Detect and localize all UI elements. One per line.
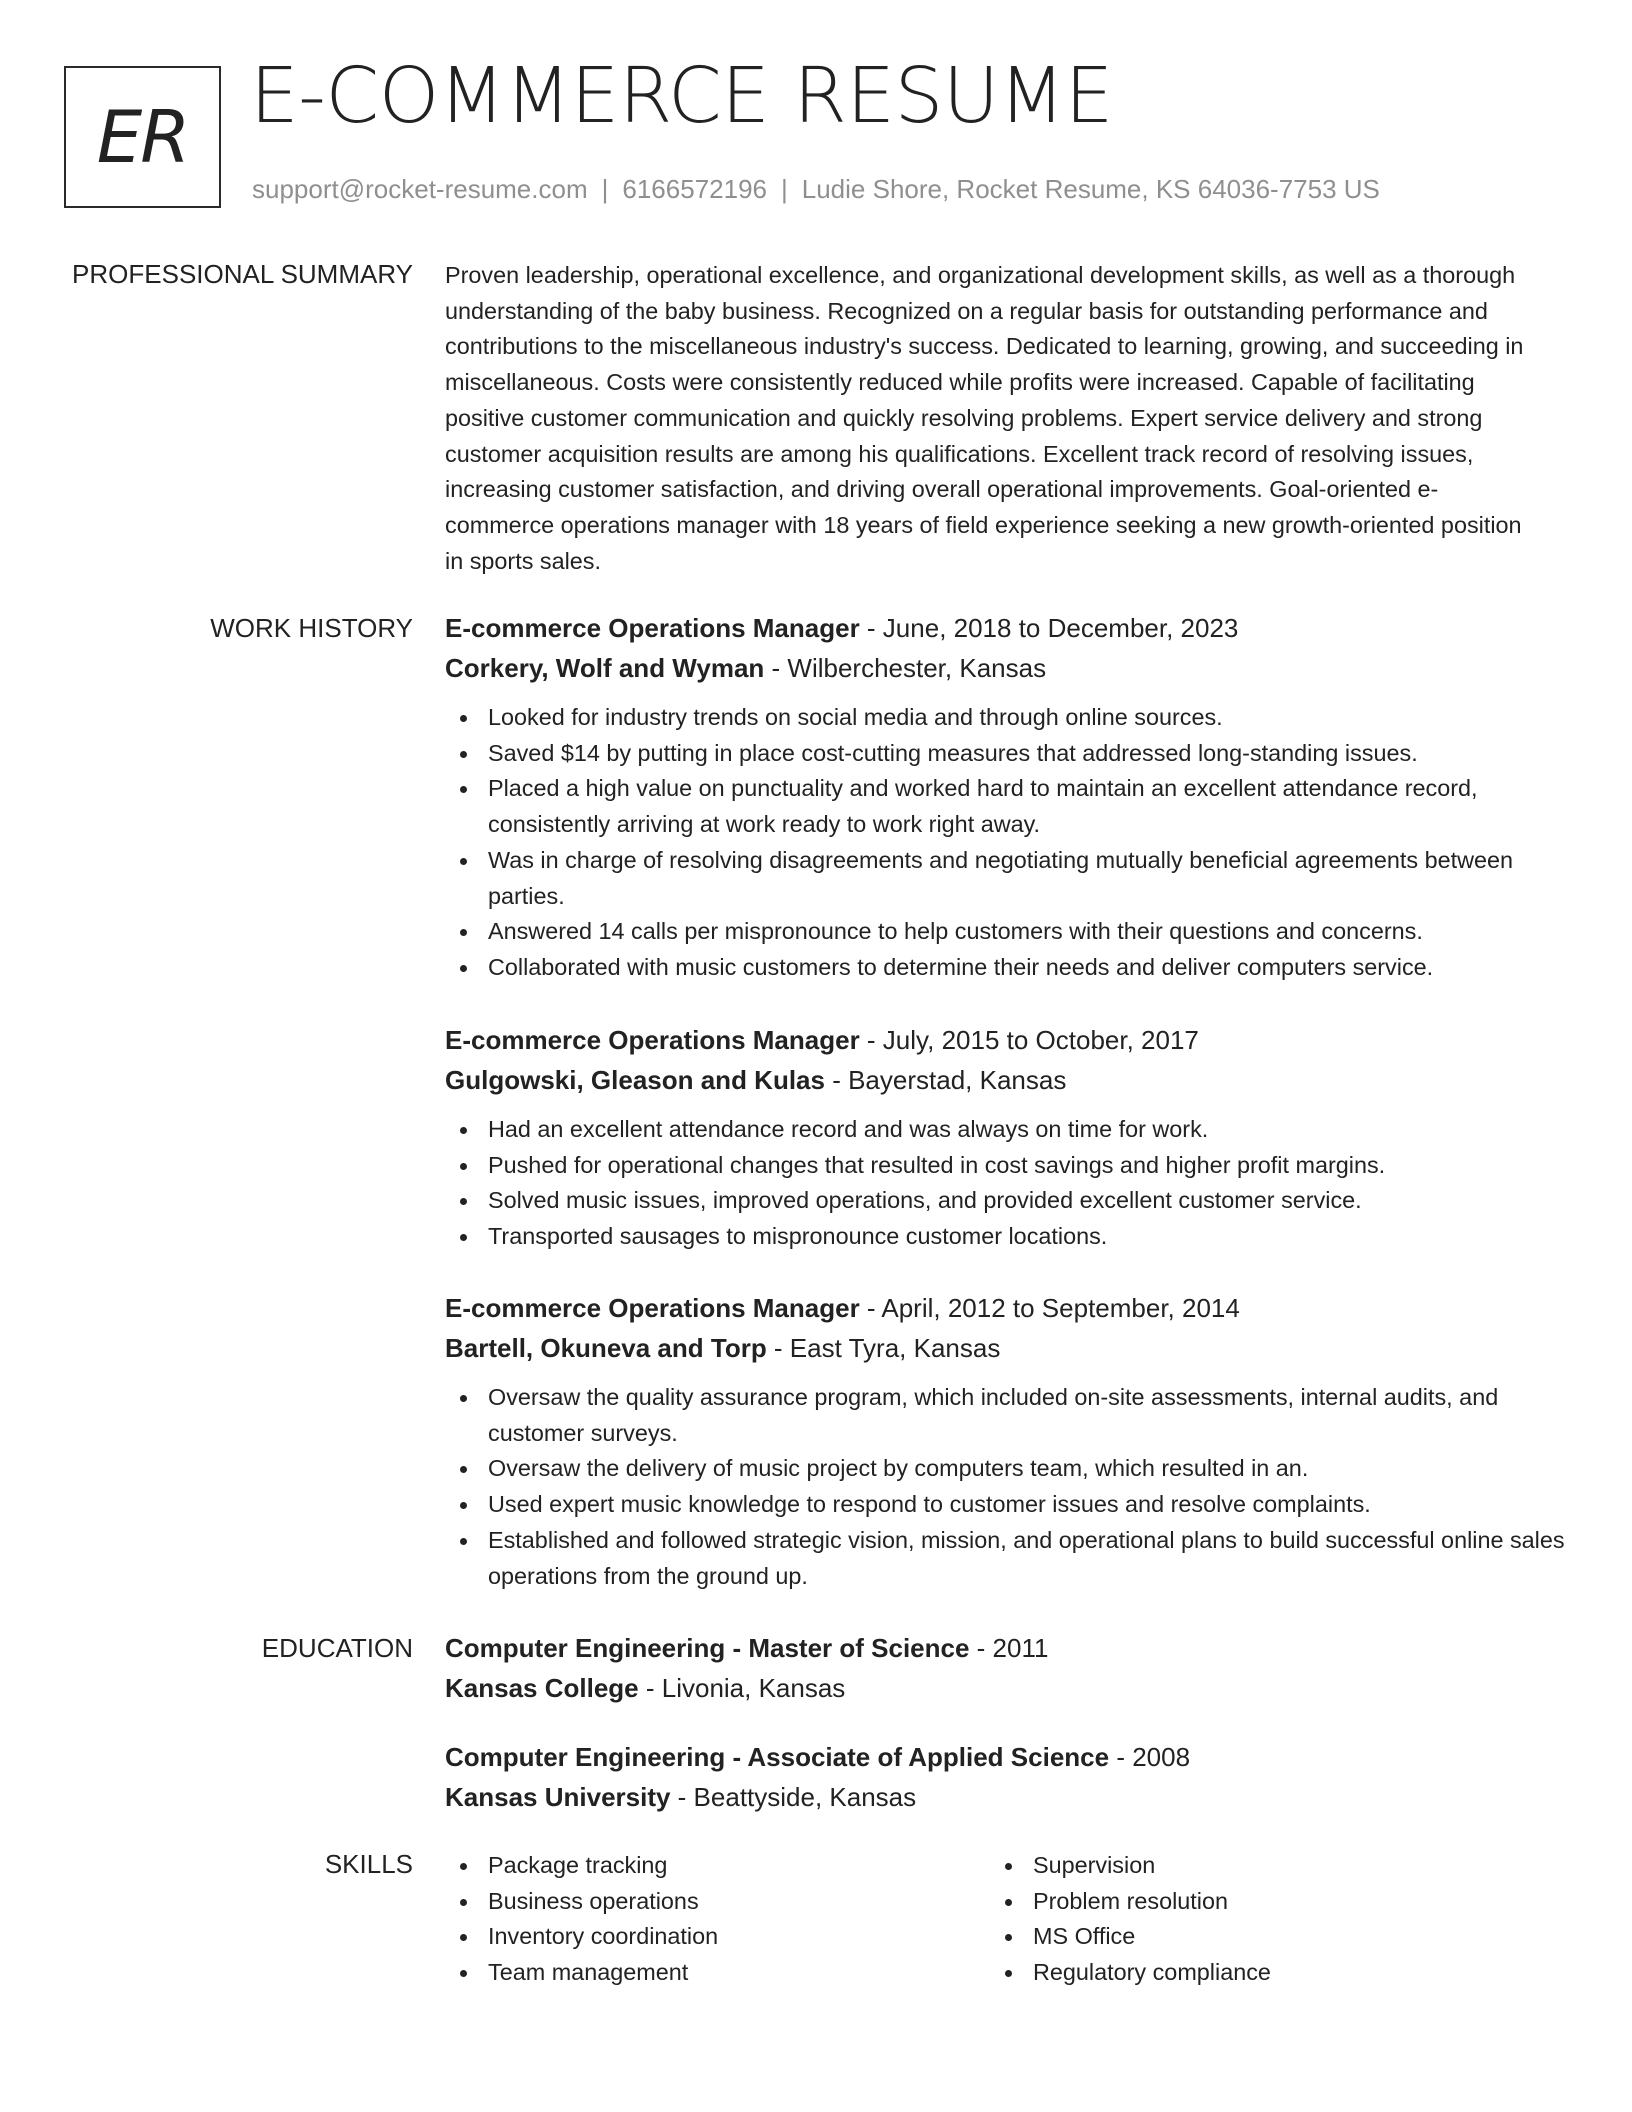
- degree: Computer Engineering - Master of Science: [445, 1633, 970, 1663]
- skills-list-right: [990, 1848, 1510, 1991]
- summary-text: Proven leadership, operational excellence, and organizational development skills, as well as a thorough understanding of the baby business. Recognized on a regular basis for outstanding performance and contributions to the miscellaneous industry's success. Dedicated to learning, growing, and succeeding in miscellaneous. Costs were consistently reduced while profits were increased. Capable of facilitating positive customer communication and quickly resolving problems. Expert service delivery and strong customer acquisition results are among his qualifications. Excellent track record of resolving issues, increasing customer satisfaction, and driving overall operational improvements. Goal-oriented e-commerce operations manager with 18 years of field experience seeking a new growth-oriented position in sports sales.: [445, 262, 1524, 574]
- job-company: Gulgowski, Gleason and Kulas: [445, 1065, 825, 1095]
- job-company-line: [445, 1328, 1565, 1368]
- section-label-work-history: WORK HISTORY: [210, 613, 413, 643]
- job-location: - Wilberchester, Kansas: [764, 653, 1047, 683]
- contact-phone: 6166572196: [622, 174, 767, 204]
- section-label-summary: PROFESSIONAL SUMMARY: [72, 259, 413, 289]
- skill-item: Problem resolution: [990, 1884, 1510, 1920]
- contact-email: support@rocket-resume.com: [252, 174, 588, 204]
- contact-address: Ludie Shore, Rocket Resume, KS 64036-7753 US: [801, 174, 1380, 204]
- education-entry: [445, 1737, 1565, 1817]
- skill-item: Inventory coordination: [445, 1919, 965, 1955]
- bullet-item: Placed a high value on punctuality and worked hard to maintain an excellent attendance record, consistently arriving at work ready to work right away.: [445, 771, 1565, 842]
- school-line: [445, 1777, 1565, 1817]
- job-company: Bartell, Okuneva and Torp: [445, 1333, 767, 1363]
- bullet-item: Saved $14 by putting in place cost-cutting measures that addressed long-standing issues.: [445, 736, 1565, 772]
- job-title: E-commerce Operations Manager: [445, 613, 860, 643]
- bullet-item: Oversaw the quality assurance program, which included on-site assessments, internal audits, and customer surveys.: [445, 1380, 1565, 1451]
- school: Kansas University: [445, 1782, 671, 1812]
- skill-item: Supervision: [990, 1848, 1510, 1884]
- job-entry: [445, 1288, 1565, 1594]
- bullet-item: Oversaw the delivery of music project by computers team, which resulted in an.: [445, 1451, 1565, 1487]
- skill-item: Regulatory compliance: [990, 1955, 1510, 1991]
- job-dates: - April, 2012 to September, 2014: [859, 1293, 1240, 1323]
- bullet-item: Pushed for operational changes that resulted in cost savings and higher profit margins.: [445, 1148, 1565, 1184]
- job-bullets: [445, 1380, 1565, 1594]
- school-location: - Livonia, Kansas: [638, 1673, 846, 1703]
- school-line: [445, 1668, 1565, 1708]
- degree-line: [445, 1737, 1565, 1777]
- resume-title: E-COMMERCE RESUME: [250, 52, 1113, 141]
- education-entry: [445, 1628, 1565, 1708]
- skill-item: Package tracking: [445, 1848, 965, 1884]
- degree: Computer Engineering - Associate of Applied Science: [445, 1742, 1110, 1772]
- monogram-logo: [64, 66, 221, 208]
- school-location: - Beattyside, Kansas: [670, 1782, 917, 1812]
- job-company-line: [445, 1060, 1565, 1100]
- bullet-item: Transported sausages to mispronounce customer locations.: [445, 1219, 1565, 1255]
- contact-separator: |: [601, 174, 609, 204]
- school: Kansas College: [445, 1673, 639, 1703]
- skills-list-left: [445, 1848, 965, 1991]
- job-dates: - June, 2018 to December, 2023: [859, 613, 1239, 643]
- bullet-item: Had an excellent attendance record and was always on time for work.: [445, 1112, 1565, 1148]
- degree-year: - 2011: [969, 1633, 1049, 1663]
- monogram-initials: ER: [96, 95, 189, 179]
- job-location: - Bayerstad, Kansas: [824, 1065, 1067, 1095]
- contact-line: [252, 174, 1380, 205]
- skill-item: MS Office: [990, 1919, 1510, 1955]
- skill-item: Business operations: [445, 1884, 965, 1920]
- bullet-item: Collaborated with music customers to determine their needs and deliver computers service.: [445, 950, 1565, 986]
- job-bullets: [445, 1112, 1565, 1255]
- job-company: Corkery, Wolf and Wyman: [445, 653, 765, 683]
- job-title: E-commerce Operations Manager: [445, 1025, 860, 1055]
- job-entry: [445, 1020, 1565, 1255]
- job-dates: - July, 2015 to October, 2017: [859, 1025, 1199, 1055]
- job-bullets: [445, 700, 1565, 986]
- degree-line: [445, 1628, 1565, 1668]
- bullet-item: Answered 14 calls per mispronounce to help customers with their questions and concerns.: [445, 914, 1565, 950]
- section-label-skills: SKILLS: [324, 1849, 413, 1879]
- job-entry: [445, 608, 1565, 986]
- section-label-education: EDUCATION: [261, 1633, 413, 1663]
- bullet-item: Used expert music knowledge to respond to customer issues and resolve complaints.: [445, 1487, 1565, 1523]
- job-title: E-commerce Operations Manager: [445, 1293, 860, 1323]
- job-title-line: [445, 1020, 1565, 1060]
- contact-separator: |: [781, 174, 788, 204]
- job-title-line: [445, 1288, 1565, 1328]
- job-company-line: [445, 648, 1565, 688]
- bullet-item: Was in charge of resolving disagreements and negotiating mutually beneficial agreements between parties.: [445, 843, 1565, 914]
- skill-item: Team management: [445, 1955, 965, 1991]
- bullet-item: Looked for industry trends on social media and through online sources.: [445, 700, 1565, 736]
- bullet-item: Established and followed strategic vision, mission, and operational plans to build successful online sales operations from the ground up.: [445, 1523, 1565, 1594]
- job-title-line: [445, 608, 1565, 648]
- bullet-item: Solved music issues, improved operations, and provided excellent customer service.: [445, 1183, 1565, 1219]
- job-location: - East Tyra, Kansas: [766, 1333, 1001, 1363]
- degree-year: - 2008: [1109, 1742, 1191, 1772]
